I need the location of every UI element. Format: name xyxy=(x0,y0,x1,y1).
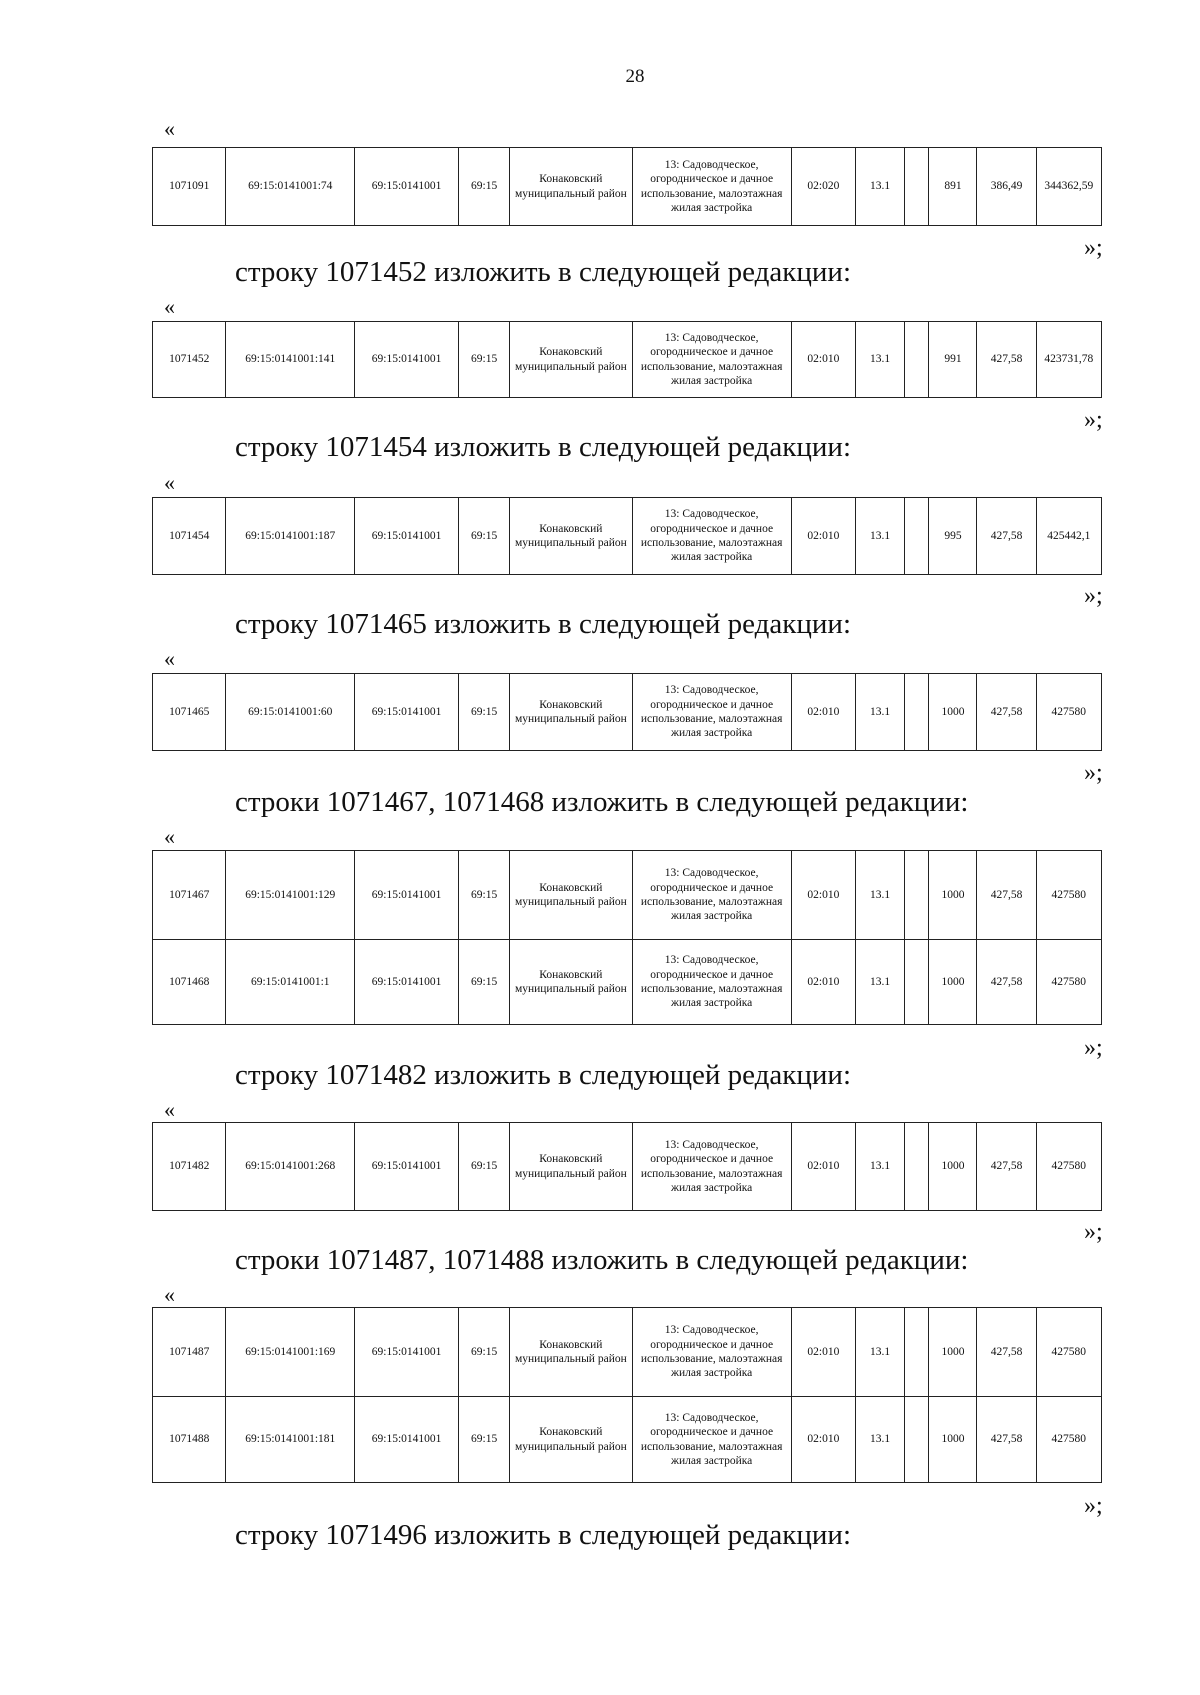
row-number-cell: 1071454 xyxy=(153,498,226,575)
opening-quote: « xyxy=(164,824,175,849)
cadastral-value-cell: 427580 xyxy=(1036,1308,1101,1397)
land-use-cell: 13: Садоводческое, огородническое и дачное использование, малоэтажная жилая застройка xyxy=(632,322,791,398)
district-code-cell: 69:15 xyxy=(459,1308,510,1397)
table-row xyxy=(153,674,1102,751)
category-code-cell: 02:010 xyxy=(791,322,855,398)
specific-value-cell: 427,58 xyxy=(977,674,1036,751)
empty-cell xyxy=(904,1123,928,1211)
cadastral-number-cell: 69:15:0141001:181 xyxy=(226,1397,355,1483)
amendment-heading: строку 1071482 изложить в следующей редакции: xyxy=(235,1059,851,1091)
group-cell: 13.1 xyxy=(856,1123,905,1211)
cadastral-quarter-cell: 69:15:0141001 xyxy=(355,148,459,226)
specific-value-cell: 427,58 xyxy=(977,1397,1036,1483)
area-cell: 1000 xyxy=(929,674,977,751)
specific-value-cell: 427,58 xyxy=(977,940,1036,1025)
cadastral-quarter-cell: 69:15:0141001 xyxy=(355,322,459,398)
amendment-table xyxy=(152,147,1102,226)
municipality-cell: Конаковский муниципальный район xyxy=(510,148,632,226)
municipality-cell: Конаковский муниципальный район xyxy=(510,1308,632,1397)
specific-value-cell: 427,58 xyxy=(977,1123,1036,1211)
group-cell: 13.1 xyxy=(856,322,905,398)
closing-quote: »; xyxy=(1084,235,1103,261)
cadastral-number-cell: 69:15:0141001:129 xyxy=(226,851,355,940)
cadastral-number-cell: 69:15:0141001:141 xyxy=(226,322,355,398)
category-code-cell: 02:010 xyxy=(791,1397,855,1483)
closing-quote: »; xyxy=(1084,407,1103,433)
amendment-heading: строки 1071467, 1071468 изложить в следующей редакции: xyxy=(235,786,969,818)
opening-quote: « xyxy=(164,1282,175,1307)
group-cell: 13.1 xyxy=(856,1308,905,1397)
district-code-cell: 69:15 xyxy=(459,940,510,1025)
district-code-cell: 69:15 xyxy=(459,1123,510,1211)
category-code-cell: 02:010 xyxy=(791,674,855,751)
group-cell: 13.1 xyxy=(856,851,905,940)
amendment-heading: строку 1071465 изложить в следующей редакции: xyxy=(235,608,851,640)
cadastral-value-cell: 427580 xyxy=(1036,851,1101,940)
area-cell: 1000 xyxy=(929,1123,977,1211)
category-code-cell: 02:010 xyxy=(791,1308,855,1397)
closing-quote: »; xyxy=(1084,1493,1103,1519)
land-use-cell: 13: Садоводческое, огородническое и дачное использование, малоэтажная жилая застройка xyxy=(632,498,791,575)
area-cell: 1000 xyxy=(929,851,977,940)
empty-cell xyxy=(904,148,928,226)
group-cell: 13.1 xyxy=(856,1397,905,1483)
cadastral-value-cell: 423731,78 xyxy=(1036,322,1101,398)
land-use-cell: 13: Садоводческое, огородническое и дачное использование, малоэтажная жилая застройка xyxy=(632,148,791,226)
cadastral-number-cell: 69:15:0141001:1 xyxy=(226,940,355,1025)
opening-quote: « xyxy=(164,470,175,495)
empty-cell xyxy=(904,940,928,1025)
cadastral-quarter-cell: 69:15:0141001 xyxy=(355,1123,459,1211)
opening-quote: « xyxy=(164,646,175,671)
area-cell: 995 xyxy=(929,498,977,575)
cadastral-quarter-cell: 69:15:0141001 xyxy=(355,940,459,1025)
cadastral-number-cell: 69:15:0141001:169 xyxy=(226,1308,355,1397)
area-cell: 1000 xyxy=(929,1397,977,1483)
row-number-cell: 1071452 xyxy=(153,322,226,398)
category-code-cell: 02:010 xyxy=(791,1123,855,1211)
closing-quote: »; xyxy=(1084,760,1103,786)
empty-cell xyxy=(904,322,928,398)
category-code-cell: 02:010 xyxy=(791,940,855,1025)
closing-quote: »; xyxy=(1084,1035,1103,1061)
page-number: 28 xyxy=(625,66,645,87)
specific-value-cell: 427,58 xyxy=(977,322,1036,398)
table-row xyxy=(153,498,1102,575)
cadastral-value-cell: 427580 xyxy=(1036,940,1101,1025)
land-use-cell: 13: Садоводческое, огородническое и дачное использование, малоэтажная жилая застройка xyxy=(632,674,791,751)
opening-quote: « xyxy=(164,1097,175,1122)
area-cell: 1000 xyxy=(929,1308,977,1397)
category-code-cell: 02:020 xyxy=(791,148,855,226)
specific-value-cell: 427,58 xyxy=(977,1308,1036,1397)
row-number-cell: 1071488 xyxy=(153,1397,226,1483)
land-use-cell: 13: Садоводческое, огородническое и дачное использование, малоэтажная жилая застройка xyxy=(632,1123,791,1211)
table-row xyxy=(153,148,1102,226)
municipality-cell: Конаковский муниципальный район xyxy=(510,1123,632,1211)
district-code-cell: 69:15 xyxy=(459,1397,510,1483)
row-number-cell: 1071467 xyxy=(153,851,226,940)
table-row xyxy=(153,851,1102,940)
closing-quote: »; xyxy=(1084,583,1103,609)
category-code-cell: 02:010 xyxy=(791,851,855,940)
specific-value-cell: 386,49 xyxy=(977,148,1036,226)
group-cell: 13.1 xyxy=(856,148,905,226)
municipality-cell: Конаковский муниципальный район xyxy=(510,851,632,940)
empty-cell xyxy=(904,674,928,751)
opening-quote: « xyxy=(164,294,175,319)
cadastral-number-cell: 69:15:0141001:74 xyxy=(226,148,355,226)
row-number-cell: 1071482 xyxy=(153,1123,226,1211)
cadastral-quarter-cell: 69:15:0141001 xyxy=(355,674,459,751)
table-row xyxy=(153,322,1102,398)
empty-cell xyxy=(904,1397,928,1483)
specific-value-cell: 427,58 xyxy=(977,498,1036,575)
amendment-table xyxy=(152,1307,1102,1483)
row-number-cell: 1071487 xyxy=(153,1308,226,1397)
amendment-heading: строки 1071487, 1071488 изложить в следующей редакции: xyxy=(235,1244,969,1276)
row-number-cell: 1071468 xyxy=(153,940,226,1025)
district-code-cell: 69:15 xyxy=(459,148,510,226)
group-cell: 13.1 xyxy=(856,940,905,1025)
cadastral-value-cell: 427580 xyxy=(1036,674,1101,751)
category-code-cell: 02:010 xyxy=(791,498,855,575)
municipality-cell: Конаковский муниципальный район xyxy=(510,674,632,751)
area-cell: 1000 xyxy=(929,940,977,1025)
table-row xyxy=(153,1308,1102,1397)
district-code-cell: 69:15 xyxy=(459,851,510,940)
area-cell: 991 xyxy=(929,322,977,398)
cadastral-value-cell: 427580 xyxy=(1036,1123,1101,1211)
row-number-cell: 1071091 xyxy=(153,148,226,226)
closing-quote: »; xyxy=(1084,1219,1103,1245)
municipality-cell: Конаковский муниципальный район xyxy=(510,940,632,1025)
amendment-heading: строку 1071454 изложить в следующей редакции: xyxy=(235,431,851,463)
cadastral-quarter-cell: 69:15:0141001 xyxy=(355,498,459,575)
municipality-cell: Конаковский муниципальный район xyxy=(510,498,632,575)
district-code-cell: 69:15 xyxy=(459,498,510,575)
area-cell: 891 xyxy=(929,148,977,226)
opening-quote: « xyxy=(164,116,175,141)
empty-cell xyxy=(904,851,928,940)
land-use-cell: 13: Садоводческое, огородническое и дачное использование, малоэтажная жилая застройка xyxy=(632,1308,791,1397)
amendment-heading: строку 1071496 изложить в следующей редакции: xyxy=(235,1519,851,1551)
cadastral-quarter-cell: 69:15:0141001 xyxy=(355,1308,459,1397)
amendment-table xyxy=(152,673,1102,751)
amendment-table xyxy=(152,850,1102,1025)
amendment-heading: строку 1071452 изложить в следующей редакции: xyxy=(235,256,851,288)
cadastral-number-cell: 69:15:0141001:187 xyxy=(226,498,355,575)
land-use-cell: 13: Садоводческое, огородническое и дачное использование, малоэтажная жилая застройка xyxy=(632,1397,791,1483)
cadastral-value-cell: 425442,1 xyxy=(1036,498,1101,575)
cadastral-number-cell: 69:15:0141001:268 xyxy=(226,1123,355,1211)
group-cell: 13.1 xyxy=(856,674,905,751)
land-use-cell: 13: Садоводческое, огородническое и дачное использование, малоэтажная жилая застройка xyxy=(632,851,791,940)
amendment-table xyxy=(152,497,1102,575)
table-row xyxy=(153,940,1102,1025)
municipality-cell: Конаковский муниципальный район xyxy=(510,322,632,398)
empty-cell xyxy=(904,498,928,575)
specific-value-cell: 427,58 xyxy=(977,851,1036,940)
cadastral-quarter-cell: 69:15:0141001 xyxy=(355,851,459,940)
row-number-cell: 1071465 xyxy=(153,674,226,751)
amendment-table xyxy=(152,1122,1102,1211)
land-use-cell: 13: Садоводческое, огородническое и дачное использование, малоэтажная жилая застройка xyxy=(632,940,791,1025)
cadastral-number-cell: 69:15:0141001:60 xyxy=(226,674,355,751)
district-code-cell: 69:15 xyxy=(459,674,510,751)
district-code-cell: 69:15 xyxy=(459,322,510,398)
cadastral-value-cell: 427580 xyxy=(1036,1397,1101,1483)
table-row xyxy=(153,1123,1102,1211)
group-cell: 13.1 xyxy=(856,498,905,575)
cadastral-value-cell: 344362,59 xyxy=(1036,148,1101,226)
cadastral-quarter-cell: 69:15:0141001 xyxy=(355,1397,459,1483)
amendment-table xyxy=(152,321,1102,398)
municipality-cell: Конаковский муниципальный район xyxy=(510,1397,632,1483)
table-row xyxy=(153,1397,1102,1483)
empty-cell xyxy=(904,1308,928,1397)
